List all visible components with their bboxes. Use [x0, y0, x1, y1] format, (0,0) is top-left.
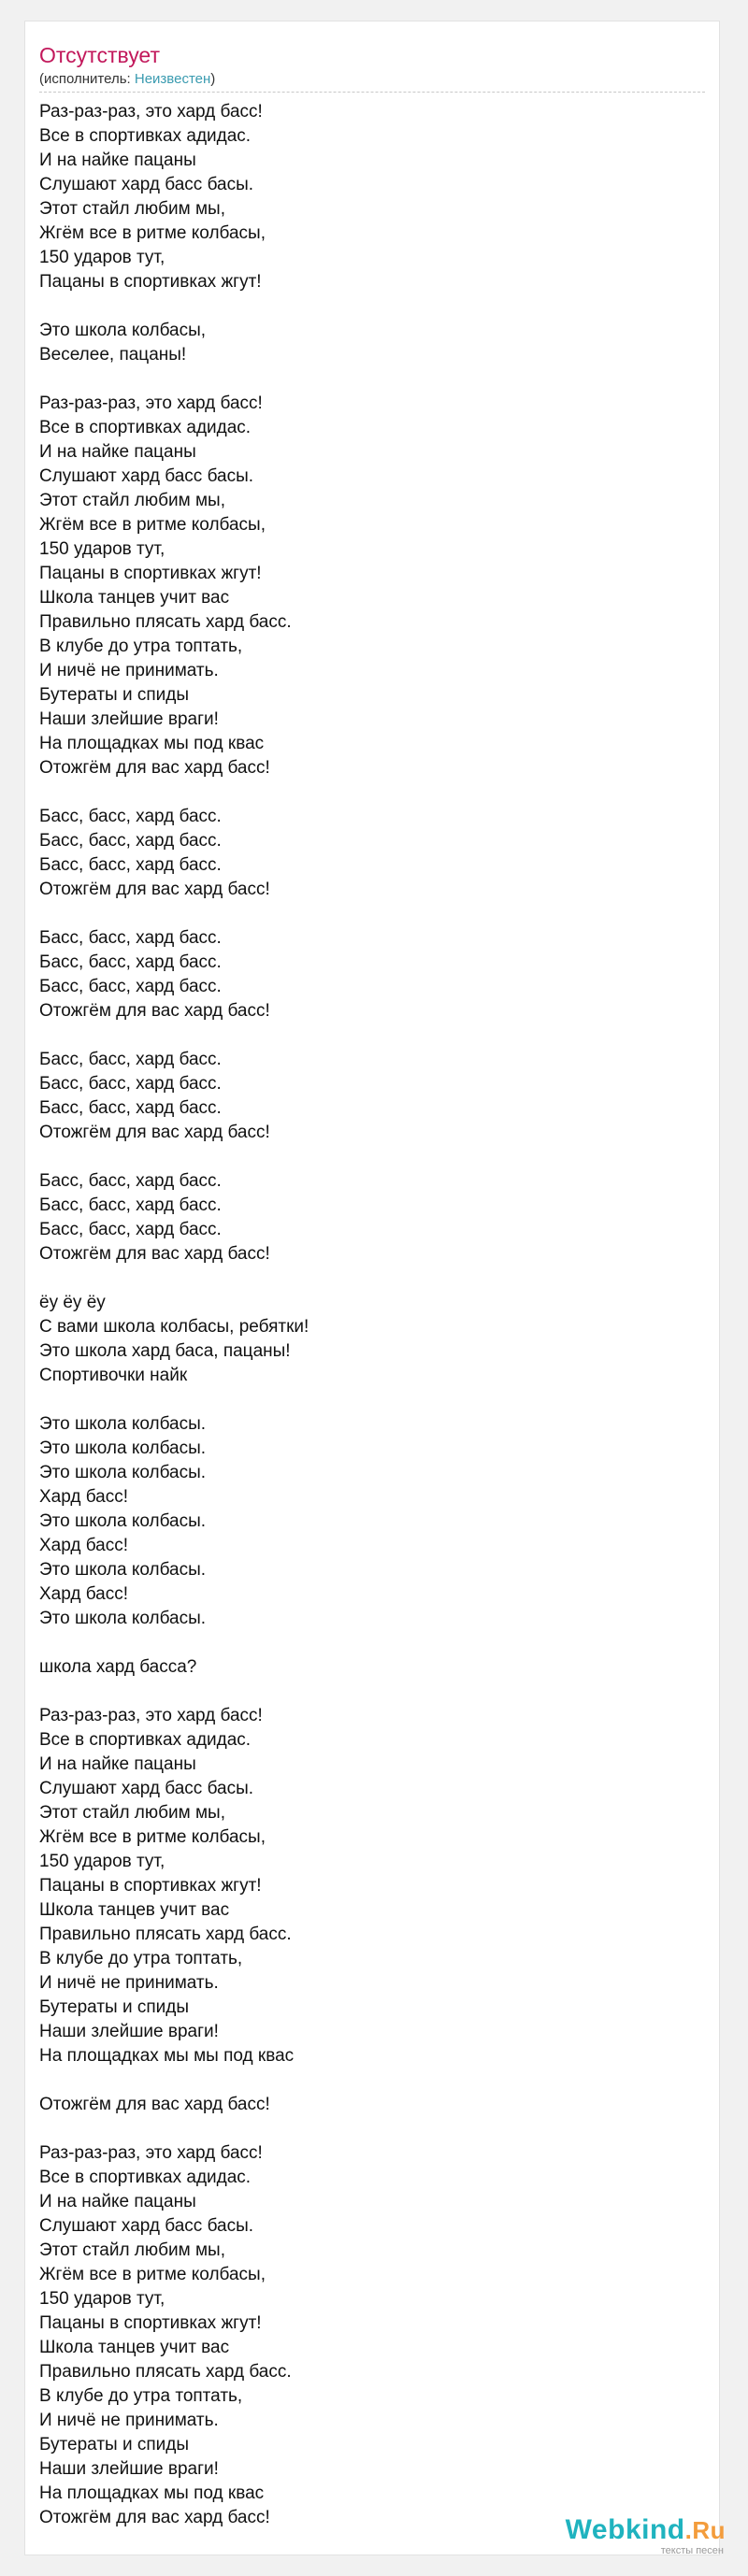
lyric-line: Жгём все в ритме колбасы, — [39, 2265, 266, 2284]
lyric-blank-line — [39, 1267, 694, 1291]
lyric-line: Это школа колбасы. — [39, 1414, 207, 1434]
title-divider — [39, 92, 705, 93]
lyric-line: И на найке пацаны — [39, 442, 196, 462]
lyric-line: И на найке пацаны — [39, 2192, 196, 2211]
lyric-line: Слушают хард басс басы. — [39, 1779, 254, 1798]
lyric-line: Все в спортивках адидас. — [39, 1730, 252, 1750]
lyric-line: На площадках мы под квас — [39, 2483, 265, 2503]
lyric-line: Отожгём для вас хард басс! — [39, 1244, 270, 1264]
logo-tagline: тексты песен — [660, 2545, 724, 2556]
lyric-line: И на найке пацаны — [39, 150, 196, 170]
lyric-line: С вами школа колбасы, ребятки! — [39, 1317, 309, 1337]
lyric-line: В клубе до утра топтать, — [39, 1949, 243, 1968]
lyric-line: Бутераты и спиды — [39, 1997, 189, 2017]
lyric-line: Школа танцев учит вас — [39, 588, 230, 608]
logo-name: Webkind — [565, 2514, 685, 2545]
lyric-line: Отожгём для вас хард басс! — [39, 2095, 270, 2114]
lyric-line: Веселее, пацаны! — [39, 345, 187, 365]
lyric-line: Наши злейшие враги! — [39, 2022, 219, 2041]
lyric-line: Этот стайл любим мы, — [39, 1803, 225, 1823]
lyric-blank-line — [39, 780, 694, 805]
lyric-line: Раз-раз-раз, это хард басс! — [39, 1706, 263, 1725]
lyric-line: Слушают хард басс басы. — [39, 175, 254, 194]
lyric-blank-line — [39, 1680, 694, 1704]
artist-link[interactable]: Неизвестен — [134, 71, 211, 87]
lyric-line: Пацаны в спортивках жгут! — [39, 564, 262, 583]
lyric-line: 150 ударов тут, — [39, 248, 165, 267]
lyric-blank-line — [39, 902, 694, 926]
lyric-line: Басс, басс, хард басс. — [39, 1171, 222, 1191]
lyric-line: Школа танцев учит вас — [39, 2338, 230, 2357]
lyric-line: Пацаны в спортивках жгут! — [39, 2313, 262, 2333]
lyric-line: Раз-раз-раз, это хард басс! — [39, 394, 263, 413]
lyric-line: Раз-раз-раз, это хард басс! — [39, 102, 263, 122]
lyric-line: В клубе до утра топтать, — [39, 2386, 243, 2406]
lyric-line: ёу ёу ёу — [39, 1293, 106, 1312]
lyric-line: Басс, басс, хард басс. — [39, 1050, 222, 1069]
artist-line — [39, 70, 215, 89]
lyric-line: Это школа колбасы. — [39, 1609, 207, 1628]
lyric-line: Правильно плясать хард басс. — [39, 2362, 292, 2382]
lyric-line: Это школа колбасы. — [39, 1463, 207, 1482]
lyric-line: Пацаны в спортивках жгут! — [39, 1876, 262, 1896]
lyric-line: Слушают хард басс басы. — [39, 466, 254, 486]
lyric-line: Этот стайл любим мы, — [39, 491, 225, 510]
lyric-blank-line — [39, 1145, 694, 1169]
lyric-line: Отожгём для вас хард басс! — [39, 2508, 270, 2527]
lyric-line: Наши злейшие враги! — [39, 2459, 219, 2479]
lyric-line: Отожгём для вас хард басс! — [39, 758, 270, 778]
artist-prefix: (исполнитель: — [39, 71, 135, 87]
site-logo[interactable] — [566, 2516, 726, 2556]
lyric-line: Басс, басс, хард басс. — [39, 1074, 222, 1094]
lyric-line: Басс, басс, хард басс. — [39, 855, 222, 875]
lyric-line: 150 ударов тут, — [39, 539, 165, 559]
lyric-line: 150 ударов тут, — [39, 1852, 165, 1871]
lyric-line: Пацаны в спортивках жгут! — [39, 272, 262, 292]
lyric-line: Басс, басс, хард басс. — [39, 1195, 222, 1215]
lyric-line: Слушают хард басс басы. — [39, 2216, 254, 2236]
lyric-blank-line — [39, 1023, 694, 1048]
lyric-line: И ничё не принимать. — [39, 661, 219, 680]
lyric-line: Это школа хард баса, пацаны! — [39, 1341, 291, 1361]
lyric-line: Хард басс! — [39, 1487, 129, 1507]
lyric-line: И ничё не принимать. — [39, 1973, 219, 1993]
lyric-line: Это школа колбасы. — [39, 1560, 207, 1580]
lyric-line: Наши злейшие враги! — [39, 709, 219, 729]
lyric-line: Раз-раз-раз, это хард басс! — [39, 2143, 263, 2163]
lyric-line: На площадках мы мы под квас — [39, 2046, 295, 2066]
lyric-line: Все в спортивках адидас. — [39, 126, 252, 146]
lyric-blank-line — [39, 2117, 694, 2141]
lyric-line: Школа танцев учит вас — [39, 1900, 230, 1920]
lyric-line: Бутераты и спиды — [39, 2435, 189, 2454]
artist-suffix: ) — [210, 71, 216, 87]
lyric-line: На площадках мы под квас — [39, 734, 265, 753]
lyric-blank-line — [39, 1388, 694, 1412]
lyric-line: И на найке пацаны — [39, 1754, 196, 1774]
lyric-line: Хард басс! — [39, 1536, 129, 1555]
lyric-line: Правильно плясать хард басс. — [39, 612, 292, 632]
lyric-line: И ничё не принимать. — [39, 2411, 219, 2430]
lyric-line: Бутераты и спиды — [39, 685, 189, 705]
lyric-line: Это школа колбасы. — [39, 1438, 207, 1458]
logo-tld: .Ru — [684, 2516, 726, 2544]
lyric-line: Все в спортивках адидас. — [39, 2168, 252, 2187]
lyric-line: Басс, басс, хард басс. — [39, 952, 222, 972]
lyric-line: Басс, басс, хард басс. — [39, 977, 222, 996]
lyrics-text — [39, 100, 694, 2530]
lyric-line: школа хард басса? — [39, 1657, 197, 1677]
lyric-line: Все в спортивках адидас. — [39, 418, 252, 437]
lyric-line: Это школа колбасы, — [39, 321, 207, 340]
lyric-line: Басс, басс, хард басс. — [39, 1098, 222, 1118]
lyric-line: Басс, басс, хард басс. — [39, 1220, 222, 1239]
lyric-line: Жгём все в ритме колбасы, — [39, 1827, 266, 1847]
lyric-line: Хард басс! — [39, 1584, 129, 1604]
lyric-line: Этот стайл любим мы, — [39, 199, 225, 219]
lyric-line: Отожгём для вас хард басс! — [39, 880, 270, 899]
lyrics-page — [24, 21, 720, 2555]
lyric-blank-line — [39, 1631, 694, 1655]
lyric-line: Басс, басс, хард басс. — [39, 807, 222, 826]
lyric-line: Жгём все в ритме колбасы, — [39, 515, 266, 535]
lyric-line: Басс, басс, хард басс. — [39, 928, 222, 948]
lyric-line: Этот стайл любим мы, — [39, 2240, 225, 2260]
lyric-blank-line — [39, 294, 694, 319]
lyric-line: Басс, басс, хард басс. — [39, 831, 222, 851]
lyric-line: Это школа колбасы. — [39, 1511, 207, 1531]
lyric-blank-line — [39, 2068, 694, 2093]
lyric-line: Спортивочки найк — [39, 1366, 188, 1385]
lyric-line: 150 ударов тут, — [39, 2289, 165, 2309]
lyric-line: Правильно плясать хард басс. — [39, 1925, 292, 1944]
logo-wordmark — [566, 2516, 726, 2544]
lyric-line: Жгём все в ритме колбасы, — [39, 223, 266, 243]
lyric-line: Отожгём для вас хард басс! — [39, 1123, 270, 1142]
song-title: Отсутствует — [39, 43, 160, 67]
lyric-line: В клубе до утра топтать, — [39, 637, 243, 656]
lyric-line: Отожгём для вас хард басс! — [39, 1001, 270, 1021]
lyric-blank-line — [39, 367, 694, 392]
